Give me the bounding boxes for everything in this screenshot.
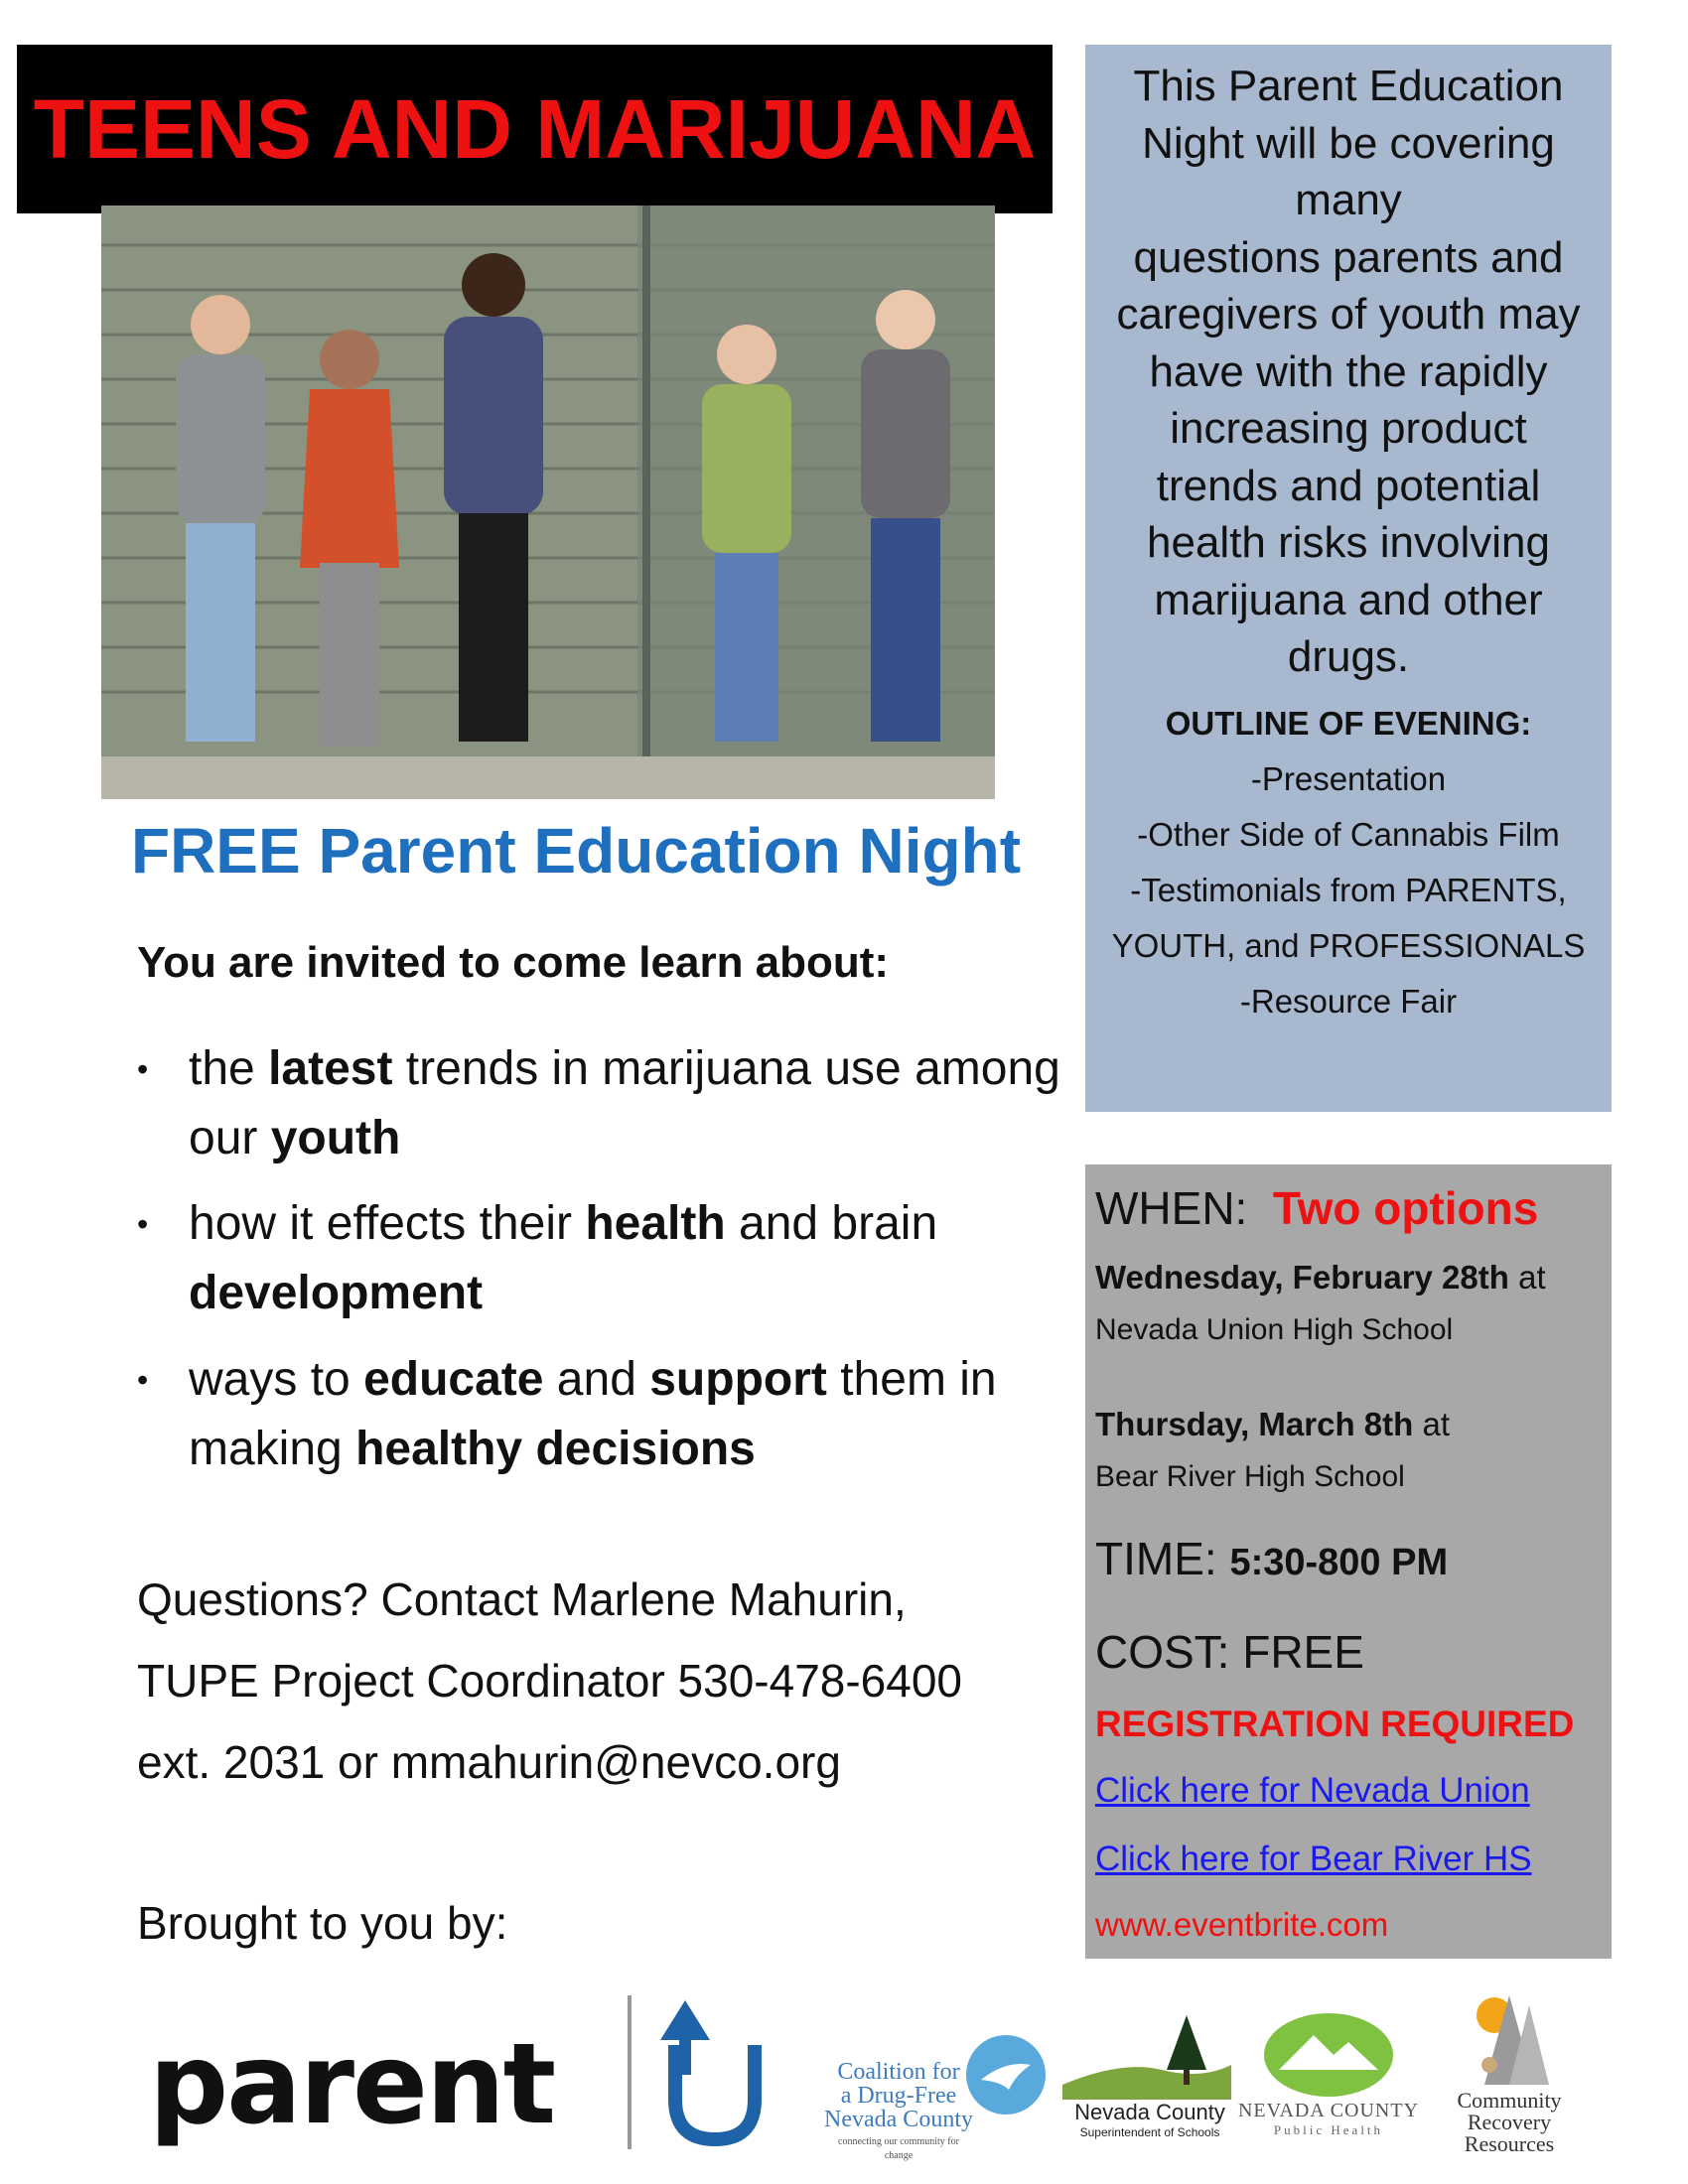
bullet-text: and (543, 1353, 650, 1406)
option1-location: Nevada Union High School (1095, 1313, 1454, 1346)
bullet-emphasis: support (649, 1353, 827, 1406)
coalition-logo (824, 2060, 973, 2163)
bullet-item-trends (137, 1034, 1060, 1173)
outline-item: -Presentation (1250, 760, 1447, 797)
registration-required: REGISTRATION REQUIRED (1095, 1704, 1575, 1744)
crr-text: Resources (1464, 2131, 1555, 2156)
ncsos-subtext: Superintendent of Schools (1079, 2125, 1220, 2139)
contact-info (137, 1559, 1070, 1803)
info-line: drugs. (1287, 632, 1410, 681)
public-health-logo (1229, 2100, 1428, 2138)
bullet-text: and brain (725, 1197, 938, 1250)
info-line: trends and potential (1156, 461, 1541, 510)
contact-line: Questions? Contact Marlene Mahurin, (137, 1573, 907, 1625)
event-heading: FREE Parent Education Night (130, 815, 1022, 887)
outline-title: OUTLINE OF EVENING: (1165, 705, 1532, 742)
bullet-emphasis: latest (268, 1042, 393, 1095)
bullet-item-support (137, 1345, 1031, 1484)
bullet-emphasis: youth (270, 1112, 401, 1164)
info-line: caregivers of youth may (1116, 290, 1581, 339)
ncph-subtext: Public Health (1273, 2122, 1384, 2137)
option2-date-line (1095, 1406, 1450, 1443)
bullet-text: trends in marijuana use among our (189, 1042, 1060, 1164)
bullet-emphasis: healthy decisions (355, 1423, 756, 1475)
outline-item: -Testimonials from PARENTS, (1130, 872, 1567, 908)
option2-date: Thursday, March 8th (1095, 1406, 1414, 1442)
crr-text: Community (1457, 2088, 1562, 2113)
parent-u-logo-wordmark: parent (149, 2020, 555, 2149)
coalition-tagline: connecting our community for change (838, 2136, 959, 2161)
coalition-text: a Drug-Free (840, 2083, 957, 2109)
teens-photo (101, 205, 995, 799)
time-line (1095, 1532, 1448, 1585)
bullet-emphasis: health (585, 1197, 726, 1250)
invite-heading: You are invited to come learn about: (137, 938, 890, 987)
info-line: This Parent Education (1133, 62, 1564, 110)
outline-item: YOUTH, and PROFESSIONALS (1111, 927, 1586, 964)
nevada-union-registration-link[interactable]: Click here for Nevada Union (1095, 1771, 1530, 1810)
info-intro (1095, 58, 1602, 686)
bear-river-registration-link[interactable]: Click here for Bear River HS (1095, 1840, 1532, 1878)
time-value: 5:30-800 PM (1229, 1542, 1449, 1583)
bullet-dot-icon: • (137, 1051, 149, 1087)
logo-divider (628, 1995, 632, 2149)
bullet-item-health (137, 1189, 1031, 1328)
option1-date-line (1095, 1259, 1546, 1297)
option2-location: Bear River High School (1095, 1460, 1405, 1493)
info-line: increasing product (1170, 404, 1527, 453)
bullet-emphasis: development (189, 1267, 484, 1319)
bullet-text: the (189, 1042, 269, 1095)
info-line: questions parents and (1133, 232, 1564, 282)
info-line: Night will be covering (1142, 118, 1555, 168)
public-health-logo-icon (1259, 2010, 1398, 2100)
option1-at: at (1508, 1259, 1546, 1296)
bullet-emphasis: educate (363, 1353, 544, 1406)
outline-item: -Other Side of Cannabis Film (1137, 816, 1560, 853)
community-recovery-logo-icon (1455, 1985, 1554, 2095)
teens-photo-illustration (101, 205, 995, 799)
ncsos-text: Nevada County (1074, 2100, 1225, 2124)
bullet-text: how it effects their (189, 1197, 586, 1250)
cost-line: COST: FREE (1095, 1626, 1364, 1678)
bullet-dot-icon: • (137, 1362, 149, 1398)
info-line: marijuana and other (1154, 575, 1543, 624)
bullet-text: ways to (189, 1353, 364, 1406)
crr-text: Recovery (1467, 2110, 1552, 2134)
community-recovery-logo (1430, 2090, 1589, 2155)
when-label: WHEN: (1095, 1182, 1248, 1234)
contact-line: ext. 2031 or mmahurin@nevco.org (137, 1736, 841, 1788)
coalition-text: Nevada County (824, 2107, 973, 2132)
ncph-text: NEVADA COUNTY (1237, 2100, 1420, 2121)
bullet-text: them in making (189, 1353, 997, 1475)
coalition-text: Coalition for (837, 2059, 960, 2085)
when-line (1095, 1181, 1538, 1235)
nevada-county-schools-logo (1060, 2100, 1239, 2139)
flyer-title: TEENS AND MARIJUANA (33, 82, 1037, 176)
info-line: have with the rapidly (1149, 346, 1548, 396)
bullet-dot-icon: • (137, 1206, 149, 1242)
option1-date: Wednesday, February 28th (1095, 1259, 1509, 1296)
info-line: health risks involving (1147, 518, 1550, 567)
when-value: Two options (1272, 1182, 1539, 1234)
contact-line: TUPE Project Coordinator 530-478-6400 (137, 1655, 963, 1706)
info-line: many (1295, 176, 1402, 224)
brought-by-label: Brought to you by: (137, 1897, 508, 1949)
eventbrite-website: www.eventbrite.com (1095, 1906, 1389, 1943)
time-label: TIME: (1095, 1533, 1230, 1584)
u-arrow-logo-icon (655, 1990, 784, 2149)
option2-at: at (1413, 1406, 1450, 1442)
nevada-county-schools-logo-icon (1062, 2010, 1231, 2100)
dove-globe-icon (961, 2030, 1051, 2119)
outline-item: -Resource Fair (1239, 983, 1458, 1020)
